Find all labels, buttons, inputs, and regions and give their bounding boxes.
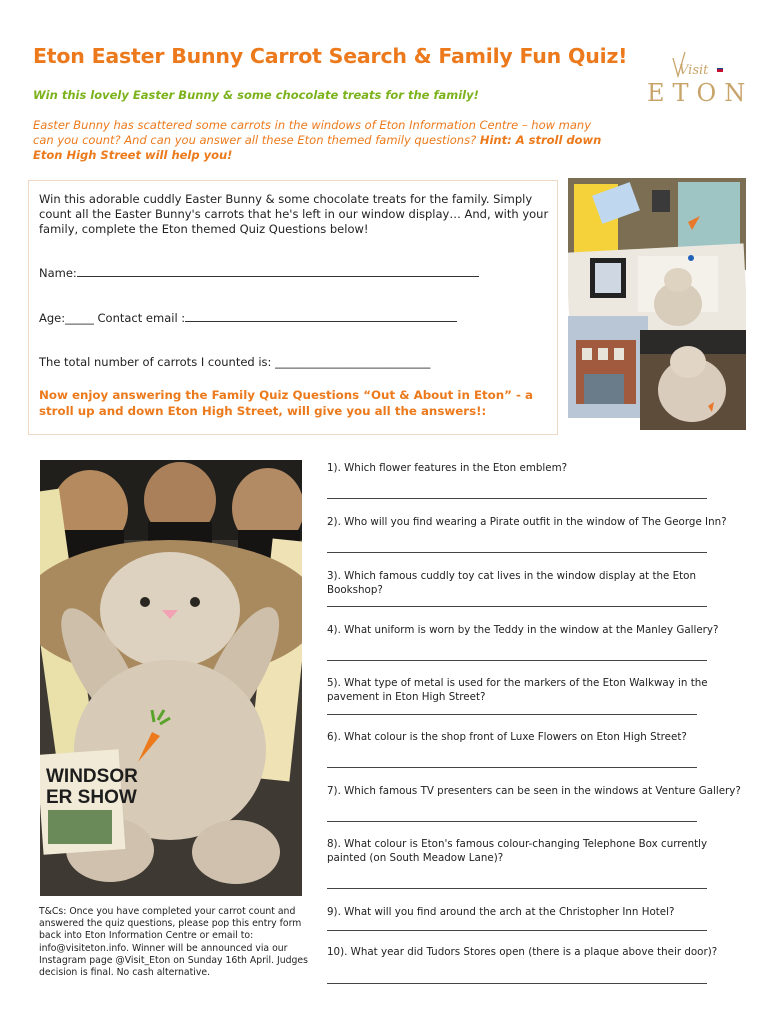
- answer-line-8[interactable]: [327, 888, 707, 889]
- answer-line-1[interactable]: [327, 498, 707, 499]
- hint-text: Hint: A stroll down Eton High Street will help you!: [33, 133, 602, 162]
- name-label: Name:: [39, 266, 77, 280]
- collage-photo-bunny: [640, 330, 746, 430]
- question-2: 2). Who will you find wearing a Pirate outfit in the window of The George Inn?: [327, 516, 727, 528]
- question-9: 9). What will you find around the arch at the Christopher Inn Hotel?: [327, 906, 675, 918]
- name-line[interactable]: [77, 267, 479, 277]
- question-7: 7). Which famous TV presenters can be seen in the windows at Venture Gallery?: [327, 785, 741, 797]
- answer-line-9[interactable]: [327, 930, 707, 931]
- answer-line-3[interactable]: [327, 606, 707, 607]
- question-6: 6). What colour is the shop front of Luxe Flowers on Eton High Street?: [327, 731, 687, 743]
- logo-word: ETON: [647, 79, 754, 106]
- intro-text: Easter Bunny has scattered some carrots in the windows of Eton Information Centre – how many can you count? And can you answer all these Eton themed family questions?: [33, 118, 592, 147]
- carrot-count-field[interactable]: The total number of carrots I counted is: ___________________________: [39, 355, 431, 369]
- window-display-collage: [568, 178, 746, 430]
- answer-line-7[interactable]: [327, 821, 697, 822]
- poster-line2: ER SHOW: [46, 787, 137, 808]
- question-5: 5). What type of metal is used for the markers of the Eton Walkway in the pavement in Eton High Street?: [327, 677, 708, 703]
- prize-subtitle: Win this lovely Easter Bunny & some chocolate treats for the family!: [33, 88, 479, 102]
- question-8: 8). What colour is Eton's famous colour-changing Telephone Box currently painted (on South Meadow Lane)?: [327, 838, 708, 864]
- name-field[interactable]: [39, 266, 479, 280]
- collage-photo-street: [568, 316, 648, 418]
- answer-line-4[interactable]: [327, 660, 707, 661]
- logo-script: Visit: [679, 63, 709, 78]
- intro-paragraph: [33, 118, 613, 163]
- visit-eton-logo-graphic: [645, 46, 755, 106]
- age-email-label: Age:_____ Contact email :: [39, 311, 186, 325]
- entry-intro: Win this adorable cuddly Easter Bunny & some chocolate treats for the family. Simply count all the Easter Bunny's carrots that he's left in our window display… And, with your family, complete the Eton themed Quiz Questions below!: [39, 192, 549, 236]
- answer-line-10[interactable]: [327, 983, 707, 984]
- question-3: 3). Which famous cuddly toy cat lives in the window display at the Eton Bookshop?: [327, 570, 696, 596]
- terms-and-conditions: T&Cs: Once you have completed your carrot count and answered the quiz questions, please pop this entry form back into Eton Information Centre or email to: info@visiteton.info. Winner will be announced via our Instagram page @Visit_Eton on Sunday 16th April. Judges decision is final. No cash alternative.: [39, 906, 308, 979]
- quiz-heading: Now enjoy answering the Family Quiz Questions “Out & About in Eton” - a stroll up and down Eton High Street, will give you all the answers!:: [39, 388, 533, 418]
- question-4: 4). What uniform is worn by the Teddy in the window at the Manley Gallery?: [327, 624, 719, 636]
- answer-line-6[interactable]: [327, 767, 697, 768]
- poster-line1: WINDSOR: [46, 766, 138, 787]
- answer-line-2[interactable]: [327, 552, 707, 553]
- windsor-poster: [40, 749, 138, 854]
- easter-bunny-photo: [40, 460, 302, 896]
- question-10: 10). What year did Tudors Stores open (there is a plaque above their door)?: [327, 946, 718, 958]
- question-1: 1). Which flower features in the Eton emblem?: [327, 462, 568, 474]
- page-title: Eton Easter Bunny Carrot Search & Family Fun Quiz!: [33, 44, 628, 68]
- answer-line-5[interactable]: [327, 714, 697, 715]
- visit-eton-logo: [645, 46, 755, 106]
- age-email-field[interactable]: [39, 311, 457, 325]
- email-line[interactable]: [185, 312, 457, 322]
